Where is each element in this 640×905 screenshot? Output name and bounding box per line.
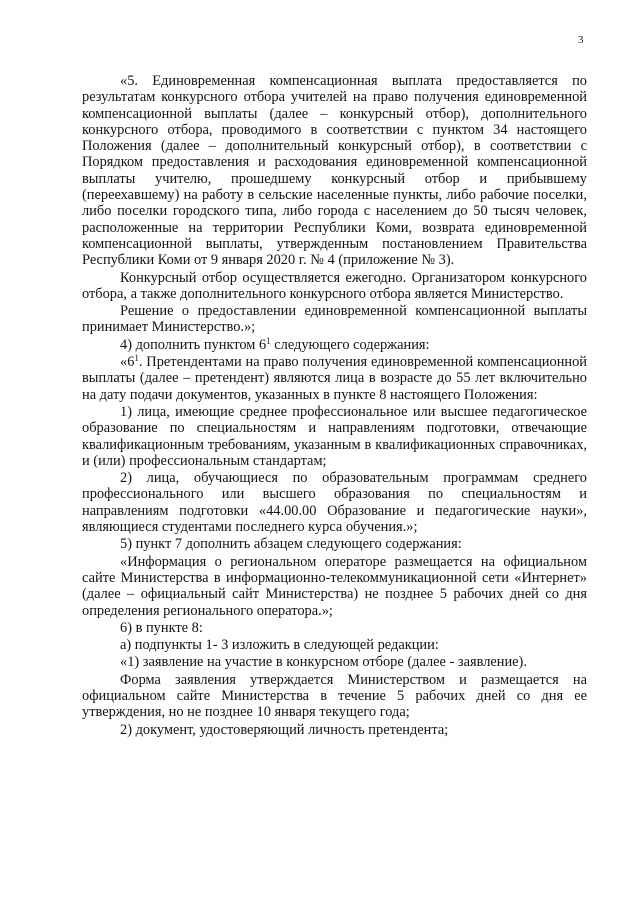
document-body: [82, 73, 587, 738]
item6-1-text-before: «6: [120, 354, 135, 371]
paragraph-item5-amend: 5) пункт 7 дополнить абзацем следующего содержания:: [120, 536, 462, 553]
paragraph-application-form: Форма заявления утверждается Министерством и размещается на официальном сайте Министерства в течение 5 рабочих дней со дня ее утверждения, но не позднее 10 января текущего года;: [82, 671, 587, 721]
paragraph-item5: «5. Единовременная компенсационная выплата предоставляется по результатам конкурсного отбора учителей на право получения единовременной компенсационной выплаты (далее – конкурсный отбор), дополнительного конкурсного отбора, проводимого в соответствии с пунктом 34 настоящего Положения (далее – дополнительный конкурсный отбор), в соответствии с Порядком предоставления и расходования единовременной компенсационной выплаты учителю, прошедшему конкурсный отбор и прибывшему (переехавшему) на работу в сельские населенные пункты, либо рабочие поселки, либо поселки городского типа, либо города с населением до 50 тысяч человек, расположенные на территории Республики Коми, возврата единовременной компенсационной выплаты, утвержденным постановлением Правительства Республики Коми от 9 января 2020 г. № 4 (приложение № 3).: [82, 73, 587, 269]
paragraph-subitem-1: 1) лица, имеющие среднее профессиональное или высшее педагогическое образование по специальностям и направлениям подготовки, отвечающие квалификационным требованиям, указанным в квалификационных справочниках, и (или) профессиональным стандартам;: [82, 403, 587, 469]
item6-1-superscript: 1: [134, 353, 139, 364]
paragraph-application: «1) заявление на участие в конкурсном отборе (далее - заявление).: [120, 654, 527, 671]
item6-1-text-after: . Претендентами на право получения единовременной компенсационной выплаты (далее – претендент) являются лица в возрасте до 55 лет включительно на дату подачи документов, указанных в пункте 8 настоящего Положения:: [82, 354, 587, 403]
paragraph-subitems-1-3: а) подпункты 1- 3 изложить в следующей редакции:: [120, 637, 439, 654]
paragraph-regional-operator: «Информация о региональном операторе размещается на официальном сайте Министерства в информационно-телекоммуникационной сети «Интернет» (далее – официальный сайт Министерства) не позднее 5 рабочих дней со дня определения регионального оператора.»;: [82, 553, 587, 619]
item4-text-after: следующего содержания:: [270, 336, 430, 353]
paragraph-decision: Решение о предоставлении единовременной компенсационной выплаты принимает Министерство.»;: [82, 303, 587, 336]
paragraph-item6-point8: 6) в пункте 8:: [120, 619, 203, 636]
paragraph-item6-1: [82, 354, 587, 403]
paragraph-item4: [82, 337, 587, 353]
paragraph-subitem-2: 2) лица, обучающиеся по образовательным программам среднего профессионального или высшего образования по специальностям и направлениям подготовки «44.00.00 Образование и педагогические науки», являющиеся студентами последнего курса обучения.»;: [82, 470, 587, 536]
paragraph-identity-document: 2) документ, удостоверяющий личность претендента;: [120, 721, 449, 738]
paragraph-competition-annual: Конкурсный отбор осуществляется ежегодно. Организатором конкурсного отбора, а также дополнительного конкурсного отбора является Министерство.: [82, 269, 587, 302]
page-number: 3: [578, 34, 584, 46]
item4-superscript: 1: [266, 335, 271, 346]
item4-text-before: 4) дополнить пунктом 6: [120, 336, 267, 353]
